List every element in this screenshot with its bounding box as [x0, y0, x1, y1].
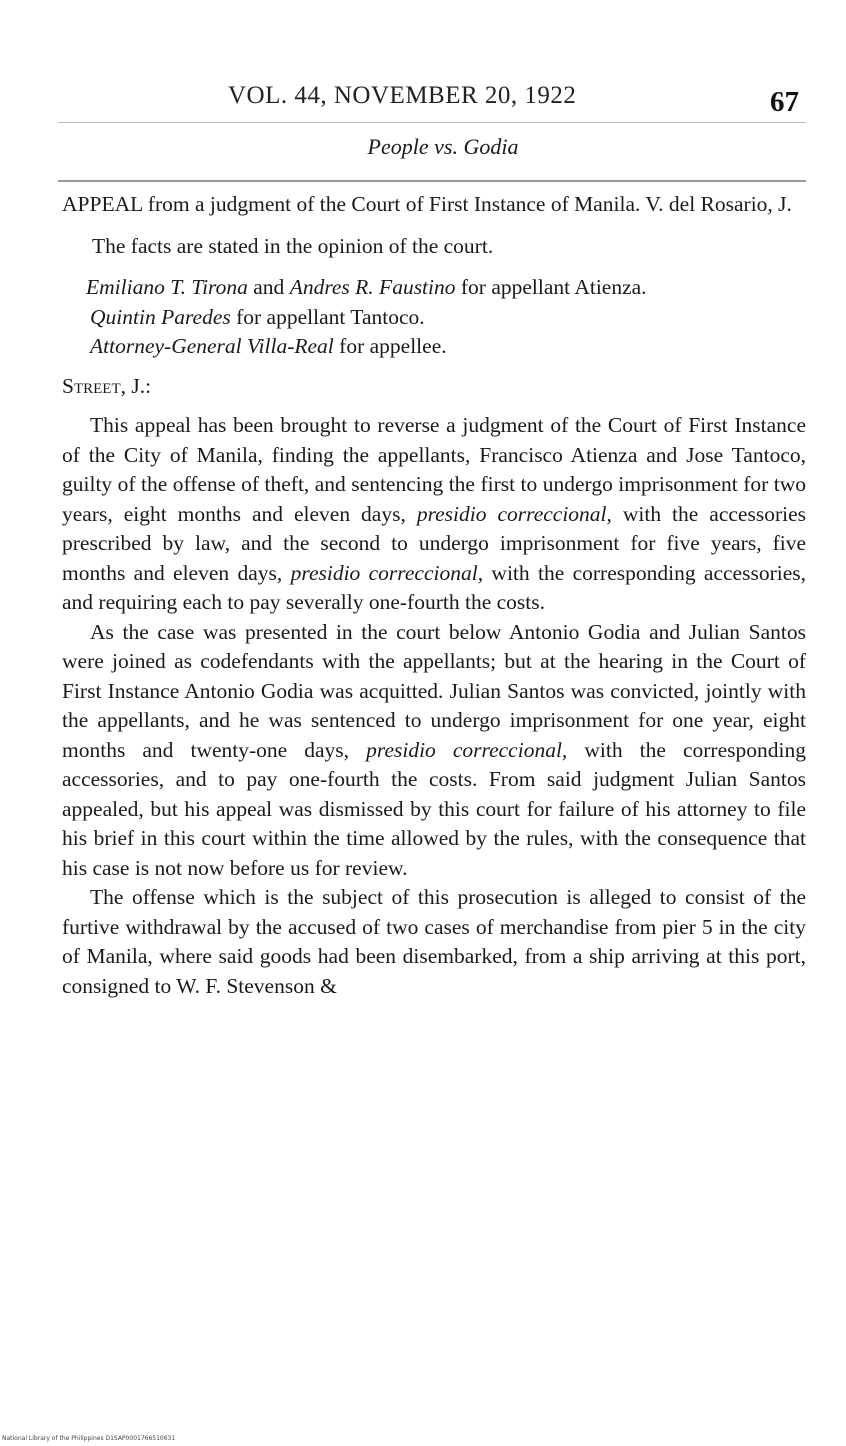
appeal-paragraph: APPEAL from a judgment of the Court of First Instance of Manila. V. del Rosario, J. [62, 192, 792, 216]
counsel-name: Quintin Paredes [90, 304, 231, 329]
opinion-paragraph-1: This appeal has been brought to reverse a judgment of the Court of First Instance of the City of Manila, finding the appellants, Francisco Atienza and Jose Tantoco, guilty of the offense of theft, and sentencing the first to undergo imprisonment for two years, eight months and eleven days, presidio correccional, with the accessories prescribed by law, and the second to undergo imprisonment for five years, five months and eleven days, presidio correccional, with the corresponding accessories, and requiring each to pay severally one-fourth the costs. [62, 413, 807, 614]
counsel-name: Attorney-General Villa-Real [90, 334, 334, 358]
scan-footer: National Library of the Philippines D1SAP0001766510631 [2, 1435, 176, 1442]
facts-paragraph: The facts are stated in the opinion of the court. [92, 233, 494, 258]
opinion-paragraph-2: As the case was presented in the court below Antonio Godia and Julian Santos were joined as codefendants with the appellants; but at the hearing in the Court of First Instance Antonio Godia was acquitted. Julian Santos was convicted, jointly with the appellants, and he was sentenced to undergo imprisonment for one year, eight months and twenty-one days, presidio correccional, with the corresponding accessories, and to pay one-fourth the costs. From said judgment Julian Santos appealed, but his appeal was dismissed by this court for failure of his attorney to file his brief in this court within the time allowed by the rules, with the consequence that his case is not now before us for review. [62, 619, 806, 880]
page-number: 67 [770, 86, 799, 118]
opinion-paragraph-3: The offense which is the subject of this prosecution is alleged to consist of the furtive withdrawal by the accused of two cases of merchandise from pier 5 in the city of Manila, where said goods had been disembarked, from a ship arriving at this port, consigned to W. F. Stevenson & [62, 885, 806, 998]
judge-attribution: Street, J.: [62, 373, 152, 398]
counsel-block [62, 273, 806, 362]
counsel-line-appellee: Attorney-General Villa-Real for appellee. [90, 334, 447, 358]
header-rule [58, 122, 806, 123]
counsel-line-appellant-atienza: Emiliano T. Tirona and Andres R. Faustino for appellant Atienza. [86, 275, 647, 299]
counsel-name: Emiliano T. Tirona [86, 275, 248, 299]
volume-header: VOL. 44, NOVEMBER 20, 1922 [228, 82, 577, 109]
running-title: People vs. Godia [367, 134, 519, 159]
counsel-line-appellant-tantoco: Quintin Paredes for appellant Tantoco. [90, 304, 425, 329]
title-rule [58, 180, 806, 182]
counsel-name: Andres R. Faustino [289, 275, 456, 299]
document-body [62, 190, 806, 1001]
